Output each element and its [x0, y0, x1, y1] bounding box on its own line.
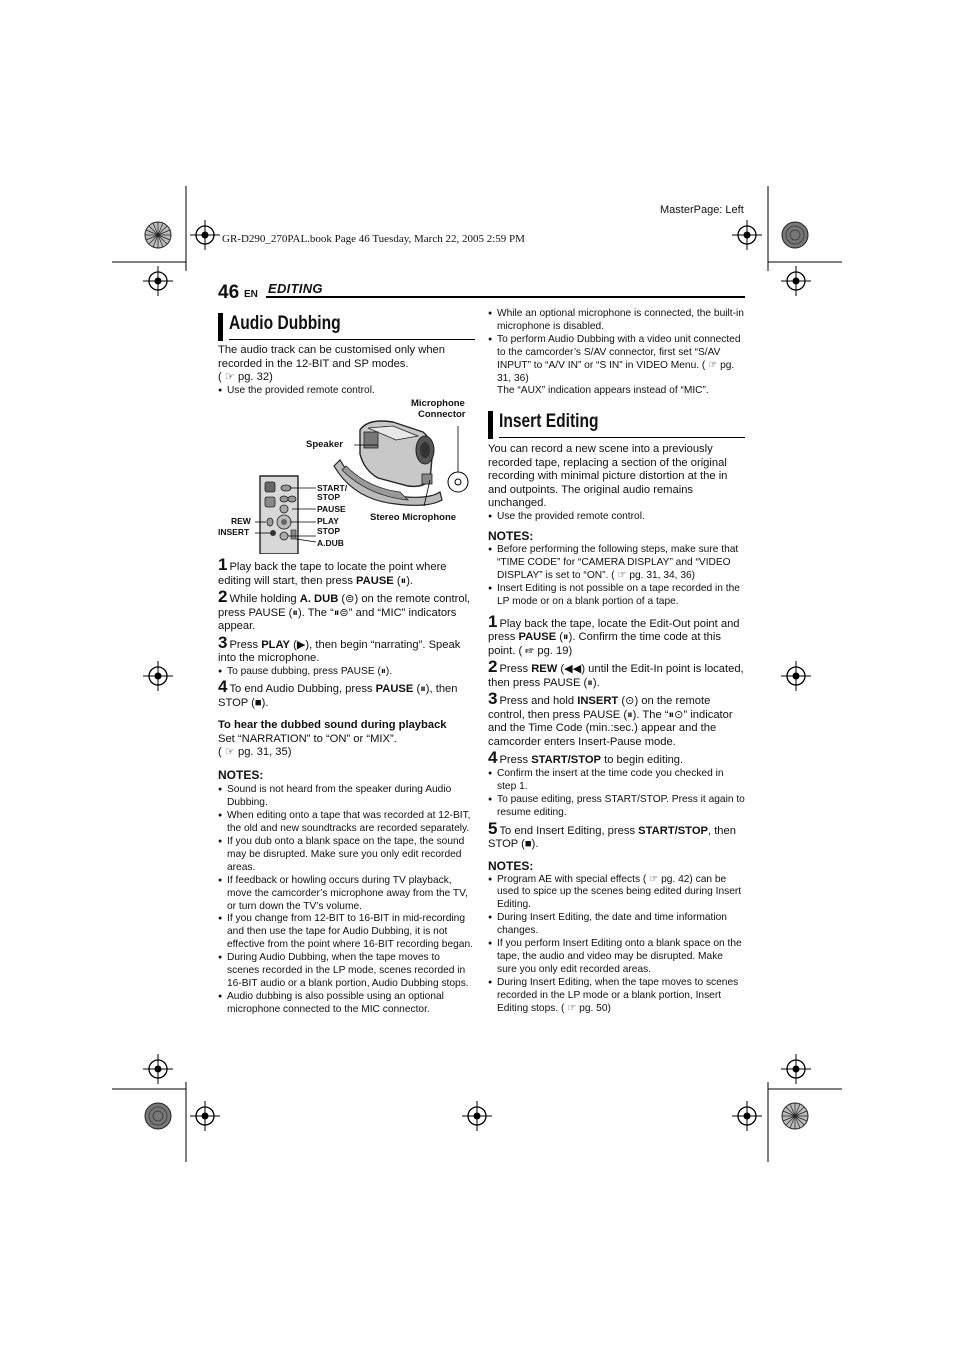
step-number: 1 [218, 555, 228, 574]
step-text: (⊜) on the remote control, press PAUSE (⏸). The “⏸⊜” and “MIC” indicators appear. [218, 593, 471, 632]
playback-text: Set “NARRATION” to “ON” or “MIX”. [218, 732, 397, 745]
step-text: (◀◀) until the Edit-In point is located, then press PAUSE (⏸). [488, 663, 744, 689]
list-item: ● Sound is not heard from the speaker during Audio Dubbing. [218, 784, 475, 810]
label-stereo-microphone: Stereo Microphone [370, 512, 457, 523]
step-number: 3 [218, 632, 228, 652]
list-item: ● Program AE with special effects ( ☞ pg. 42) can be used to spice up the scenes being edited during Insert Editing. [488, 874, 745, 913]
insert-editing-heading [488, 409, 745, 439]
list-item: ● While an optional microphone is connected, the built-in microphone is disabled. [488, 308, 745, 334]
step-text: Play back the tape to locate the point where editing will start, then press [218, 561, 447, 587]
remote-camcorder-figure [218, 396, 478, 554]
label-microphone: Microphone [411, 398, 465, 409]
audio-dubbing-section [218, 311, 475, 397]
insert-notes2-heading: NOTES: [488, 858, 534, 873]
list-item: ● Confirm the insert at the time code you checked in step 1. [488, 768, 745, 794]
audio-notes-list [218, 784, 475, 1016]
step-keyword: REW [531, 663, 558, 676]
audio-dubbing-title: Audio Dubbing [229, 313, 341, 334]
header-rule [266, 296, 745, 298]
list-item: ● Audio dubbing is also possible using an optional microphone connected to the MIC connector. [218, 991, 475, 1017]
list-item: ● To pause dubbing, press PAUSE (⏸). [218, 666, 475, 679]
page-number: 46 [218, 282, 240, 303]
label-adub: A.DUB [317, 538, 344, 548]
step-text: to begin editing. [601, 754, 684, 767]
list-item: ● Before performing the following steps, make sure that “TIME CODE” for “CAMERA DISPLAY” and “VIDEO DISPLAY” is set to “ON”. ( ☞ pg. 31, 34, 36) [488, 544, 745, 583]
label-pause: PAUSE [317, 504, 346, 514]
step-number: 2 [488, 657, 498, 677]
list-item: ● During Insert Editing, the date and time information changes. [488, 912, 745, 938]
list-item: ● During Audio Dubbing, when the tape moves to scenes recorded in the LP mode, scenes recorded in 16-BIT audio or a blank portion, Audio Dubbing stops. [218, 952, 475, 991]
step-text: Press [499, 663, 532, 676]
step-number: 2 [218, 587, 228, 606]
label-speaker: Speaker [306, 439, 343, 450]
step-number: 4 [488, 748, 498, 768]
list-item: ● Use the provided remote control. [488, 511, 745, 524]
label-start-stop-2: STOP [317, 492, 340, 502]
step-text: Press [499, 754, 532, 767]
step-keyword: PLAY [261, 638, 290, 651]
masterpage-label: MasterPage: Left [660, 204, 744, 216]
step-text: (⏸). Confirm the time code at this point. ( ☞ pg. 19) [488, 631, 721, 657]
playback-ref: ( ☞ pg. 31, 35) [218, 746, 292, 759]
insert-notes1-heading: NOTES: [488, 529, 534, 544]
list-item: ● To perform Audio Dubbing with a video unit connected to the camcorder’s S/AV connector, first set “S/AV INPUT” to “A/V IN” or “S IN” in VIDEO Menu. ( ☞ pg. 31, 36) [488, 334, 745, 386]
label-insert: INSERT [218, 527, 250, 537]
step-number: 1 [488, 611, 498, 631]
audio-notes-heading: NOTES: [218, 767, 264, 782]
step-text: (⊙) on the remote control, then press PAUSE (⏸). The “⏸⊙” indicator and the Time Code (min.:sec.) appear and the camcorder enters Insert-Pause mode. [488, 695, 733, 748]
list-item: ● If you dub onto a blank space on the tape, the sound may be disrupted. Make sure you only edit recorded areas. [218, 836, 475, 875]
step-text: While holding [229, 593, 300, 605]
audio-dubbing-intro: The audio track can be customised only when recorded in the 12-BIT and SP modes. [218, 344, 445, 370]
step-text: (⏸), then STOP (■). [218, 683, 458, 709]
insert-intro: You can record a new scene into a previously recorded tape, replacing a section of the original recording with minimal picture distortion at the in and outpoints. The original audio remains unchanged. [488, 443, 728, 509]
step-text: To end Insert Editing, press [499, 824, 639, 837]
audio-step-3 [218, 632, 475, 666]
step-keyword: PAUSE [518, 631, 557, 644]
list-item: ● If you perform Insert Editing onto a blank space on the tape, the audio and video may be disrupted. Make sure you only edit recorded areas. [488, 938, 745, 977]
audio-step-1 [218, 555, 475, 588]
language-code: EN [244, 289, 258, 300]
list-item: ● Insert Editing is not possible on a tape recorded in the LP mode or on a blank portion of a tape. [488, 583, 745, 609]
step-keyword: START/STOP [531, 754, 602, 767]
insert-step-2 [488, 657, 745, 690]
section-title: EDITING [268, 281, 323, 296]
list-item: ● If you change from 12-BIT to 16-BIT in mid-recording and then use the tape for Audio Dubbing, it is not effective from the point where 16-BIT recording began. [218, 913, 475, 952]
insert-steps [488, 611, 745, 852]
audio-step-3-note [218, 666, 475, 679]
step-keyword: START/STOP [638, 824, 708, 837]
step-number: 3 [488, 689, 498, 709]
insert-notes2-list [488, 874, 745, 1016]
step-text: Press and hold [499, 695, 578, 708]
step-text: (⏸). [393, 574, 414, 587]
step-text: Press [229, 638, 262, 651]
insert-step-5 [488, 818, 745, 852]
insert-step-3 [488, 689, 745, 749]
insert-step-4-notes [488, 768, 745, 820]
label-start-stop-1: START/ [317, 483, 348, 493]
list-item: ● To pause editing, press START/STOP. Press it again to resume editing. [488, 794, 745, 820]
insert-notes1-list [488, 544, 745, 609]
insert-step-4 [488, 748, 745, 768]
step-text: , then STOP (■). [488, 824, 736, 851]
list-item: ● If feedback or howling occurs during TV playback, move the camcorder’s microphone away from the TV, or turn down the TV’s volume. [218, 875, 475, 914]
camcorder-icon [334, 421, 442, 505]
label-rew: REW [231, 516, 251, 526]
playback-heading: To hear the dubbed sound during playback [218, 719, 447, 732]
step-number: 4 [218, 677, 228, 697]
step-keyword: PAUSE [356, 574, 394, 587]
book-info: GR-D290_270PAL.book Page 46 Tuesday, March 22, 2005 2:59 PM [222, 233, 525, 245]
label-stop: STOP [317, 526, 340, 536]
step-text: Play back the tape, locate the Edit-Out point and press [488, 617, 740, 644]
audio-steps [218, 555, 475, 1017]
audio-step-4 [218, 677, 475, 710]
label-play: PLAY [317, 516, 339, 526]
step-text: (▶), then begin “narrating”. Speak into the microphone. [218, 638, 461, 664]
insert-editing-title: Insert Editing [499, 411, 599, 432]
insert-remote-note [488, 511, 745, 524]
step-number: 5 [488, 818, 498, 838]
aux-note: The “AUX” indication appears instead of “MIC”. [497, 385, 709, 397]
audio-dubbing-intro-ref: ( ☞ pg. 32) [218, 371, 273, 383]
step-text: To end Audio Dubbing, press [229, 683, 376, 696]
step-keyword: A. DUB [299, 593, 339, 605]
list-item: ● Use the provided remote control. [218, 385, 475, 398]
insert-step-1 [488, 611, 745, 659]
list-item: ● During Insert Editing, when the tape moves to scenes recorded in the LP mode or a blank portion, Insert Editing stops. ( ☞ pg. 50) [488, 977, 745, 1016]
label-connector: Connector [418, 409, 466, 420]
insert-editing-section [488, 409, 745, 1016]
step-keyword: PAUSE [375, 683, 414, 696]
step-keyword: INSERT [577, 695, 619, 708]
audio-dubbing-heading [218, 311, 475, 341]
right-top-notes-list [488, 308, 745, 385]
audio-step-2 [218, 587, 475, 634]
right-top-notes [488, 308, 745, 398]
list-item: ● When editing onto a tape that was recorded at 12-BIT, the old and new soundtracks are recorded separately. [218, 810, 475, 836]
